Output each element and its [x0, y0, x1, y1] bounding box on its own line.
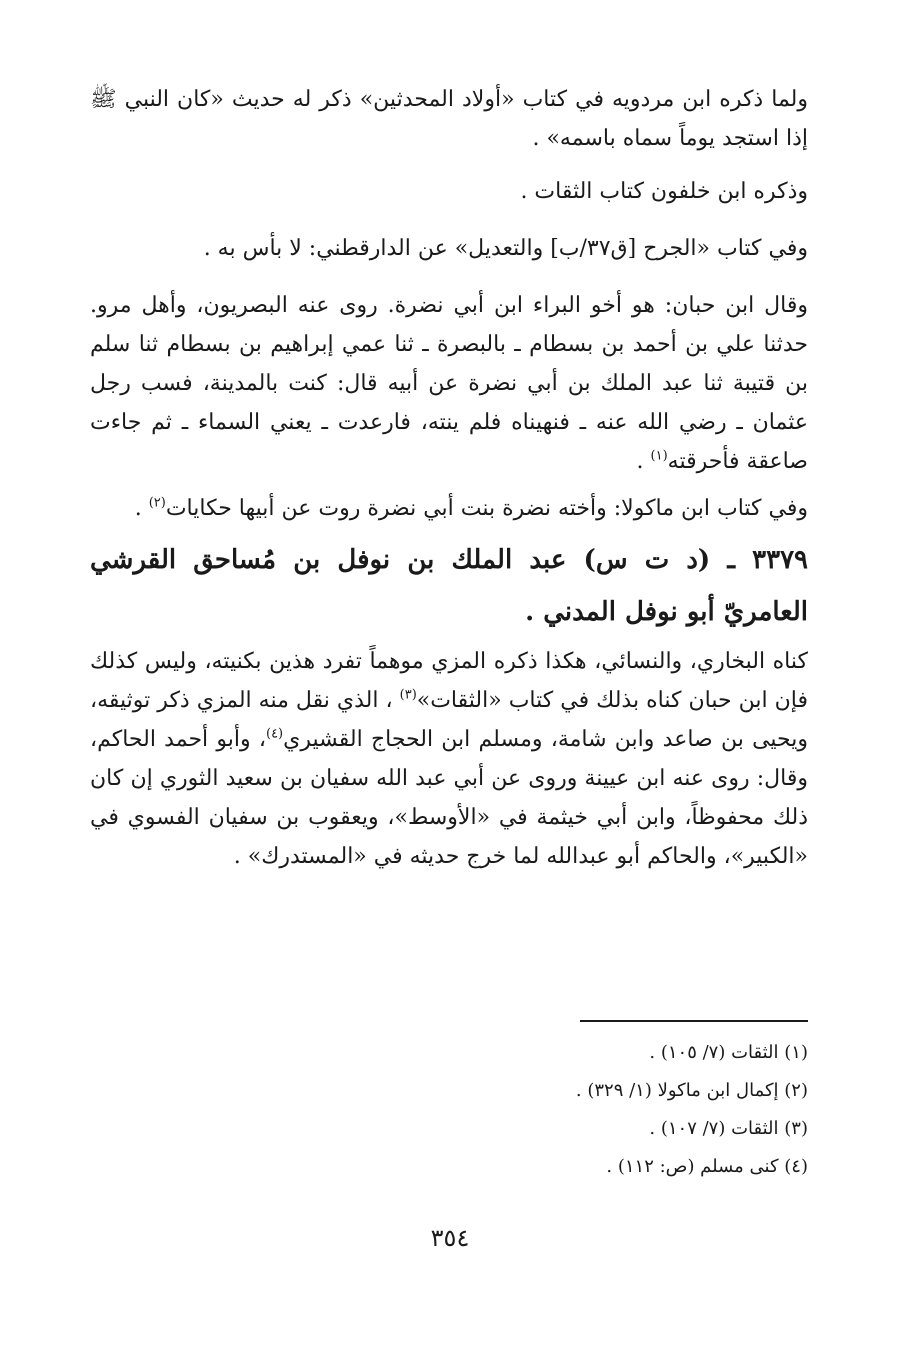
paragraph-ibn-hibban-end: . — [636, 449, 651, 474]
paragraph-ibn-mardawayh: ولما ذكره ابن مردويه في كتاب «أولاد المحدثين» ذكر له حديث «كان النبي ﷺ إذا استجد يوماً سماه باسمه» . — [90, 87, 808, 151]
footnote-ref-3: (٣) — [399, 687, 417, 703]
paragraph-jarh-tadil: وفي كتاب «الجرح [ق٣٧/ب] والتعديل» عن الدارقطني: لا بأس به . — [203, 236, 808, 261]
main-text — [90, 80, 808, 876]
footnote-ref-1: (١) — [650, 448, 668, 464]
entry-heading: ٣٣٧٩ ـ (د ت س) عبد الملك بن نوفل بن مُساحق القرشي العامريّ أبو نوفل المدني . — [90, 545, 808, 627]
footnote-3: (٣) الثقات (٧/ ١٠٧) . — [649, 1118, 808, 1139]
paragraph-ibn-hibban-text: وقال ابن حبان: هو أخو البراء ابن أبي نضرة. روى عنه البصريون، وأهل مرو. حدثنا علي بن أحمد بن بسطام ـ بالبصرة ـ ثنا عمي إبراهيم بن بسطام ثنا سلم بن قتيبة ثنا عبد الملك بن أبي نضرة عن أبيه قال: كنت بالمدينة، فسب رجل عثمان ـ رضي الله عنه ـ فنهيناه فلم ينته، فارعدت ـ يعني السماء ـ ثم جاءت صاعقة فأحرقته — [90, 293, 808, 474]
footnotes — [90, 1034, 808, 1186]
paragraph-ibn-makula-text: وفي كتاب ابن ماكولا: وأخته نضرة بنت أبي نضرة روت عن أبيها حكايات — [165, 496, 808, 521]
paragraph-ibn-khalfun: وذكره ابن خلفون كتاب الثقات . — [520, 179, 808, 204]
footnote-1: (١) الثقات (٧/ ١٠٥) . — [649, 1042, 808, 1063]
footnote-4: (٤) كنى مسلم (ص: ١١٢) . — [606, 1156, 808, 1177]
footnote-separator — [580, 1020, 808, 1022]
paragraph-ibn-hibban — [90, 286, 808, 481]
paragraph-ibn-makula-end: . — [134, 496, 149, 521]
paragraph-kunya-part-c: ، وأبو أحمد الحاكم، وقال: روى عنه ابن عيينة وروى عن أبي عبد الله سفيان بن سعيد الثوري إن كان ذلك محفوظاً، وابن أبي خيثمة في «الأوسط»، ويعقوب بن سفيان الفسوي في «الكبير»، والحاكم أبو عبدالله لما خرج حديثه في «المستدرك» . — [90, 727, 808, 869]
paragraph-kunya-part-b: ، الذي نقل منه المزي ذكر توثيقه، ويحيى بن صاعد وابن شامة، ومسلم ابن الحجاج القشيري — [90, 688, 808, 752]
paragraph-kunya-part-a: كناه البخاري، والنسائي، هكذا ذكره المزي موهماً تفرد هذين بكنيته، وليس كذلك فإن ابن حبان كناه بذلك في كتاب «الثقات» — [90, 649, 809, 713]
page-number: ٣٥٤ — [430, 1224, 470, 1252]
footnote-2: (٢) إكمال ابن ماكولا (١/ ٣٢٩) . — [575, 1080, 808, 1101]
paragraph-ibn-makula — [90, 489, 808, 528]
footnote-ref-4: (٤) — [265, 726, 284, 742]
footnote-ref-2: (٢) — [148, 495, 166, 511]
paragraph-kunya — [90, 642, 808, 876]
